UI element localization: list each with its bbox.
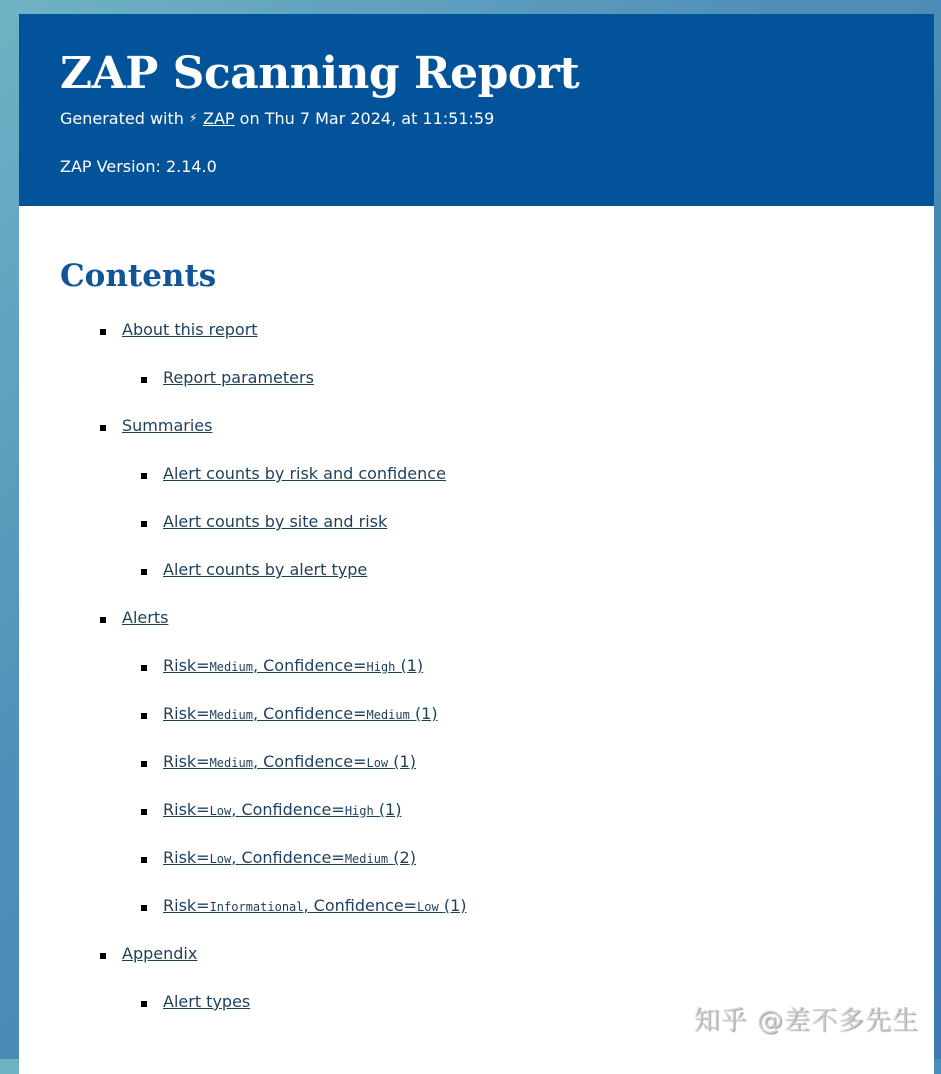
generated-suffix: on Thu 7 Mar 2024, at 11:51:59 — [239, 109, 495, 128]
risk-value: Medium — [209, 756, 253, 770]
toc-link-alert-informational-low[interactable] — [163, 896, 467, 915]
watermark: 知乎 @差不多先生 — [693, 1006, 919, 1036]
confidence-value: Medium — [366, 708, 410, 722]
toc-item-alert — [60, 750, 934, 798]
confidence-value: Low — [366, 756, 389, 770]
risk-label: Risk= — [163, 752, 210, 771]
risk-value: Low — [209, 852, 232, 866]
toc-item-alerts — [60, 606, 934, 654]
toc-link-alert-medium-medium[interactable] — [163, 704, 438, 723]
risk-value: Low — [209, 804, 232, 818]
toc-item-counts-site-risk — [60, 510, 934, 558]
alert-count: (1) — [443, 896, 467, 915]
toc-link-alert-medium-low[interactable] — [163, 752, 416, 771]
generated-line — [60, 108, 934, 129]
confidence-value: High — [366, 660, 396, 674]
alert-count: (1) — [393, 752, 416, 771]
toc-link-appendix[interactable]: Appendix — [122, 944, 198, 963]
risk-value: Medium — [209, 660, 253, 674]
confidence-value: High — [344, 804, 374, 818]
zap-link[interactable]: ZAP — [203, 109, 235, 128]
alert-count: (2) — [393, 848, 416, 867]
toc-item-appendix — [60, 942, 934, 990]
risk-label: Risk= — [163, 800, 210, 819]
toc-item-about — [60, 318, 934, 366]
confidence-value: Low — [417, 900, 439, 914]
report-page — [19, 14, 934, 1074]
risk-label: Risk= — [163, 848, 210, 867]
contents-heading: Contents — [60, 258, 217, 294]
toc-link-alert-low-medium[interactable] — [163, 848, 416, 867]
toc-item-alert — [60, 702, 934, 750]
risk-label: Risk= — [163, 656, 210, 675]
contents-section — [19, 206, 934, 1038]
toc-link-alerts[interactable]: Alerts — [122, 608, 169, 627]
toc-item-alert — [60, 894, 934, 942]
toc-item-counts-risk-confidence — [60, 462, 934, 510]
toc-item-counts-alert-type — [60, 558, 934, 606]
toc-item-alert — [60, 654, 934, 702]
toc-item-alert — [60, 798, 934, 846]
confidence-label: , Confidence= — [231, 800, 345, 819]
confidence-label: , Confidence= — [252, 704, 367, 723]
zap-version: ZAP Version: 2.14.0 — [60, 157, 217, 176]
confidence-label: , Confidence= — [252, 752, 367, 771]
zap-bolt-icon: ⚡ — [189, 111, 198, 125]
confidence-label: , Confidence= — [252, 656, 367, 675]
confidence-label: , Confidence= — [303, 896, 418, 915]
report-header — [19, 14, 934, 206]
toc-link-counts-alert-type[interactable]: Alert counts by alert type — [163, 560, 368, 579]
toc-link-about[interactable]: About this report — [122, 320, 258, 339]
toc-item-alert — [60, 846, 934, 894]
page-title: ZAP Scanning Report — [60, 48, 580, 99]
risk-label: Risk= — [163, 704, 210, 723]
alert-count: (1) — [400, 656, 424, 675]
toc-link-alert-medium-high[interactable] — [163, 656, 423, 675]
alert-count: (1) — [414, 704, 438, 723]
generated-prefix: Generated with — [60, 109, 184, 128]
toc-link-alert-types[interactable]: Alert types — [163, 992, 251, 1011]
toc-link-counts-risk-confidence[interactable]: Alert counts by risk and confidence — [163, 464, 446, 483]
toc-link-alert-low-high[interactable] — [163, 800, 401, 819]
risk-value: Informational — [209, 900, 304, 914]
alert-count: (1) — [378, 800, 402, 819]
confidence-label: , Confidence= — [231, 848, 345, 867]
toc-item-report-parameters — [60, 366, 934, 414]
toc-link-report-parameters[interactable]: Report parameters — [163, 368, 314, 387]
toc-link-counts-site-risk[interactable]: Alert counts by site and risk — [163, 512, 388, 531]
toc-link-summaries[interactable]: Summaries — [122, 416, 213, 435]
confidence-value: Medium — [344, 852, 389, 866]
table-of-contents — [60, 318, 934, 1038]
risk-label: Risk= — [163, 896, 210, 915]
toc-item-summaries — [60, 414, 934, 462]
risk-value: Medium — [209, 708, 253, 722]
